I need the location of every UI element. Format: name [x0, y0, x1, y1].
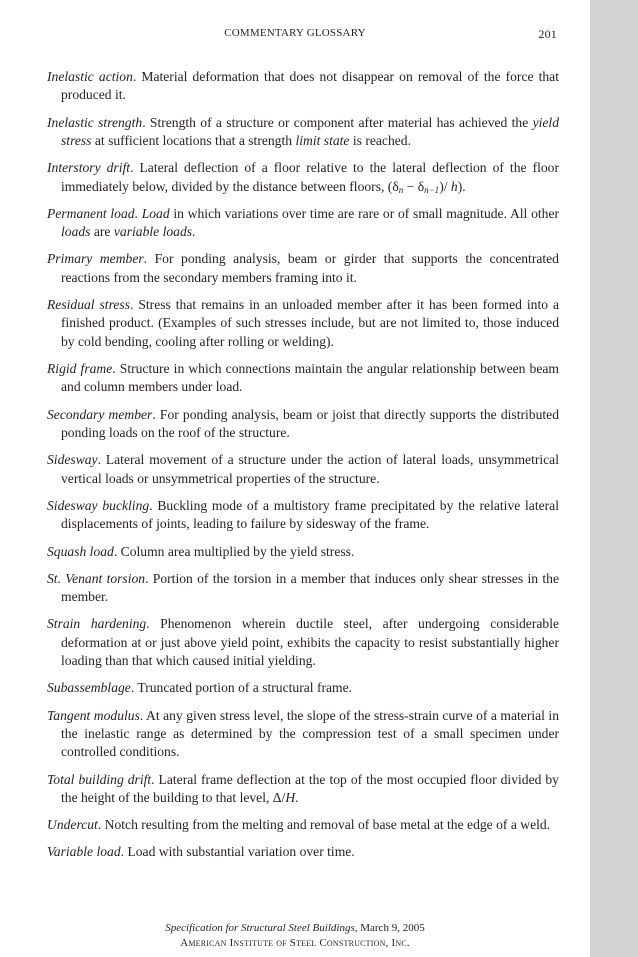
- definition-part: .: [295, 789, 299, 805]
- definition-part: ).: [457, 178, 466, 194]
- glossary-term: Tangent modulus: [47, 707, 140, 723]
- glossary-definition: . Material deformation that does not disappear on removal of the force that produced it.: [61, 69, 559, 103]
- subscript: n−1: [424, 184, 440, 195]
- page-margin-strip: [590, 0, 638, 957]
- glossary-entry: [47, 114, 559, 151]
- definition-italic: yield stress: [61, 114, 559, 149]
- glossary-term: Residual stress: [47, 297, 130, 313]
- glossary-term: Interstory drift: [47, 160, 131, 176]
- glossary-term: Rigid frame: [47, 361, 113, 377]
- glossary-entry: [47, 615, 559, 670]
- definition-part: )/: [439, 178, 451, 194]
- glossary-entry: [47, 497, 559, 534]
- spec-date: March 9, 2005: [357, 922, 425, 934]
- definition-italic: loads: [61, 224, 91, 240]
- glossary-definition: . At any given stress level, the slope of the stress-strain curve of a material in the inelastic range as determined by the compression test of a small specimen under controlled conditions.: [61, 707, 560, 760]
- glossary-term: Permanent load: [47, 205, 135, 221]
- glossary-definition: . Structure in which connections maintain the angular relationship between beam and column members under load.: [61, 361, 559, 395]
- glossary-term: Primary member: [47, 251, 144, 267]
- definition-part: − δ: [403, 178, 425, 194]
- glossary-entry: [47, 205, 559, 242]
- glossary-definition: . Load with substantial variation over time.: [120, 844, 355, 860]
- glossary-definition: . Stress that remains in an unloaded member after it has been formed into a finished product. (Examples of such stresses include, but are not limited to, those induced by cold bending, cooling after rolling or welding).: [61, 297, 560, 349]
- definition-part: . Lateral deflection of a floor relative to the lateral deflection of the floor immediately below, divided by the distance between floors, (δ: [61, 160, 559, 194]
- glossary-definition: . For ponding analysis, beam or joist that directly supports the distributed ponding loads on the roof of the structure.: [61, 406, 559, 441]
- definition-part: .: [192, 224, 196, 240]
- glossary-definition: . Portion of the torsion in a member that induces only shear stresses in the member.: [61, 570, 559, 605]
- definition-italic: limit state: [295, 133, 350, 149]
- glossary-definition: . Lateral movement of a structure under the action of lateral loads, unsymmetrical vertical loads or unsymmetrical properties of the structure.: [61, 452, 559, 486]
- glossary-entry: [47, 360, 559, 397]
- glossary-term: Sidesway buckling: [47, 497, 150, 513]
- glossary-entry: [47, 843, 559, 861]
- glossary-entry: [47, 159, 559, 196]
- glossary-term: Inelastic strength: [47, 114, 143, 130]
- glossary-entry: [47, 707, 559, 762]
- subscript: n: [398, 184, 404, 195]
- glossary-term: Undercut: [47, 817, 98, 833]
- definition-part: in which variations over time are rare or of small magnitude. All other: [169, 205, 559, 221]
- definition-part: .: [134, 205, 142, 221]
- glossary-definition: . Truncated portion of a structural frame.: [130, 680, 353, 696]
- glossary-list: [47, 68, 559, 871]
- footer-spec-line: [0, 921, 590, 936]
- glossary-term: Strain hardening: [47, 616, 147, 632]
- glossary-entry: [47, 543, 559, 561]
- glossary-entry: [47, 406, 559, 443]
- definition-italic: h: [450, 178, 458, 194]
- glossary-definition: . Buckling mode of a multistory frame precipitated by the relative lateral displacements of joints, leading to failure by sidesway of the frame.: [61, 497, 559, 532]
- page-footer: [0, 921, 590, 951]
- definition-part: . Lateral frame deflection at the top of the most occupied floor divided by the height of the building to that level, Δ/: [61, 771, 559, 805]
- definition-part: at sufficient locations that a strength: [91, 133, 296, 149]
- publisher-name: American Institute of Steel Construction, Inc.: [180, 937, 410, 949]
- glossary-entry: [47, 296, 559, 351]
- spec-title: Specification for Structural Steel Buildings,: [165, 922, 358, 934]
- glossary-entry: [47, 250, 559, 287]
- definition-part: are: [90, 224, 114, 240]
- definition-italic: variable loads: [113, 224, 193, 240]
- page-number: 201: [538, 27, 557, 41]
- glossary-term: Total building drift: [47, 771, 152, 787]
- glossary-entry: [47, 771, 559, 808]
- glossary-entry: [47, 68, 559, 105]
- glossary-term: Secondary member: [47, 406, 153, 422]
- glossary-entry: [47, 570, 559, 607]
- definition-italic: H: [285, 789, 296, 805]
- glossary-term: Sidesway: [47, 452, 98, 468]
- glossary-definition: . Column area multiplied by the yield stress.: [113, 543, 355, 559]
- glossary-term: Inelastic action: [47, 69, 133, 84]
- header-title: COMMENTARY GLOSSARY: [224, 27, 366, 39]
- glossary-entry: [47, 679, 559, 697]
- definition-italic: Load: [141, 205, 170, 221]
- glossary-term: Subassemblage: [47, 680, 131, 696]
- glossary-term: Squash load: [47, 543, 114, 559]
- definition-part: . Strength of a structure or component after material has achieved the: [142, 114, 533, 130]
- glossary-entry: [47, 451, 559, 488]
- glossary-term: Variable load: [47, 844, 121, 860]
- glossary-definition: . Phenomenon wherein ductile steel, after undergoing considerable deformation at or just above yield point, exhibits the capacity to resist substantially higher loading than that which caused initial yielding.: [61, 616, 559, 669]
- glossary-term: St. Venant torsion: [47, 570, 146, 586]
- definition-part: is reached.: [349, 133, 411, 149]
- glossary-entry: [47, 816, 559, 834]
- glossary-definition: . For ponding analysis, beam or girder that supports the concentrated reactions from the secondary members framing into it.: [61, 251, 559, 285]
- glossary-definition: . Notch resulting from the melting and removal of base metal at the edge of a weld.: [97, 817, 551, 833]
